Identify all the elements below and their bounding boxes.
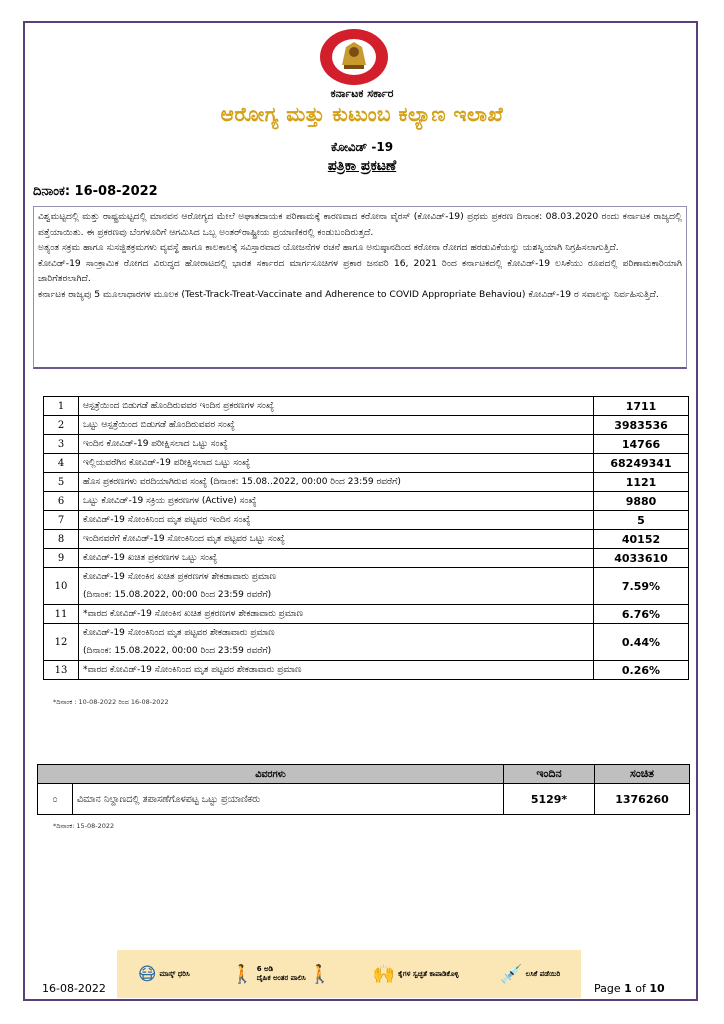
- row-number: 11: [44, 605, 79, 624]
- intro-paragraph: ಕರ್ನಾಟಕ ರಾಜ್ಯವು 5 ಮೂಲಾಧಾರಗಳ ಮೂಲಕ (Test-Track-Treat-Vaccinate and Adherence to COVID Appropriate Behaviou) ಕೋವಿಡ್-19 ರ ಸವಾಲನ್ನು ನಿರ್ವಹಿಸುತ್ತಿದೆ.: [38, 288, 659, 300]
- karnataka-emblem-icon: [318, 27, 390, 87]
- col-header-today: ಇಂದಿನ: [504, 765, 595, 784]
- intro-paragraph: ಅತ್ಯಂತ ಸಕ್ರಮ ಹಾಗೂ ಸುಸಜ್ಜಿತಕ್ರಮಗಳು ವ್ಯವಸ್ಥೆ ಹಾಗೂ ಕಾಲಕಾಲಕ್ಕೆ ಸವಿಸ್ತಾರವಾದ ಯೋಜನೆಗಳ ರಚನೆ ಹಾಗೂ ಅನುಷ್ಠಾನದಿಂದ ಕರೋನಾ ರೋಗದ ಹರಡುವಿಕೆಯನ್ನು ಯಶಸ್ವಿಯಾಗಿ ನಿಗ್ರಹಿಸಲಾಗುತ್ತಿದೆ.: [38, 242, 619, 253]
- row-label: ಕೋವಿಡ್-19 ಖಚಿತ ಪ್ರಕರಣಗಳ ಒಟ್ಟು ಸಂಖ್ಯೆ: [79, 549, 594, 568]
- row-value: 5: [594, 511, 689, 530]
- row-label: ಇಲ್ಲಿಯವರೆಗಿನ ಕೋವಿಡ್-19 ಪರೀಕ್ಷಿಸಲಾದ ಒಟ್ಟು ಸಂಖ್ಯೆ: [79, 454, 594, 473]
- row-label: ಒಟ್ಟು ಆಸ್ಪತ್ರೆಯಿಂದ ಬಿಡುಗಡೆ ಹೊಂದಿರುವವರ ಸಂಖ್ಯೆ: [79, 416, 594, 435]
- row-number: 7: [44, 511, 79, 530]
- row-value: 1121: [594, 473, 689, 492]
- table-row: [44, 454, 689, 473]
- row-value: 3983536: [594, 416, 689, 435]
- person-icon: 🚶: [308, 963, 332, 985]
- airport-screening-table: [37, 764, 690, 815]
- table-row: [44, 473, 689, 492]
- table-row: [44, 661, 689, 680]
- intro-box: [33, 206, 687, 369]
- row-value: 7.59%: [594, 568, 689, 605]
- row-number: ೦: [38, 784, 73, 815]
- row-value: 1711: [594, 397, 689, 416]
- row-number: 2: [44, 416, 79, 435]
- row-number: 9: [44, 549, 79, 568]
- table-row: [44, 605, 689, 624]
- release-date: ದಿನಾಂಕ: 16-08-2022: [33, 184, 158, 199]
- intro-paragraph: ಕೋವಿಡ್-19 ಸಾಂಕ್ರಾಮಿಕ ರೋಗದ ವಿರುದ್ಧದ ಹೋರಾಟದಲ್ಲಿ ಭಾರತ ಸರ್ಕಾರದ ಮಾರ್ಗಸೂಚಿಗಳ ಪ್ರಕಾರ ಜನವರಿ 16, 2021 ರಿಂದ ಕರ್ನಾಟಕದಲ್ಲಿ ಕೋವಿಡ್-19 ಲಸಿಕೆಯು ರೂಪದಲ್ಲಿ ಪರಿಣಾಮಕಾರಿಯಾಗಿ ಜಾರಿಗೆತರಲಾಗಿದೆ.: [38, 257, 682, 284]
- table-row: [44, 492, 689, 511]
- subject-heading: ಕೋವಿಡ್ -19: [330, 140, 394, 154]
- row-cumulative-value: 1376260: [595, 784, 690, 815]
- table-header-row: [38, 765, 690, 784]
- table-row: [44, 624, 689, 661]
- row-today-value: 5129*: [504, 784, 595, 815]
- row-number: 13: [44, 661, 79, 680]
- page-indicator: Page 1 of 10: [594, 982, 665, 995]
- row-label: *ವಾರದ ಕೋವಿಡ್-19 ಸೋಂಕಿನ ಖಚಿತ ಪ್ರಕರಣಗಳ ಶೇಕಡಾವಾರು ಪ್ರಮಾಣ: [79, 605, 594, 624]
- airport-date-note: *ದಿನಾಂಕ: 15-08-2022: [53, 822, 115, 830]
- row-label: ಕೋವಿಡ್-19 ಸೋಂಕಿನಿಂದ ಮೃತ ಪಟ್ಟವರ ಇಂದಿನ ಸಂಖ್ಯೆ: [79, 511, 594, 530]
- syringe-icon: 💉: [500, 963, 523, 985]
- table-row: [44, 511, 689, 530]
- row-label: ಒಟ್ಟು ಕೋವಿಡ್-19 ಸಕ್ರಿಯ ಪ್ರಕರಣಗಳ (Active) ಸಂಖ್ಯೆ: [79, 492, 594, 511]
- row-label: ಆಸ್ಪತ್ರೆಯಿಂದ ಬಿಡುಗಡೆ ಹೊಂದಿರುವವರ ಇಂದಿನ ಪ್ರಕರಣಗಳ ಸಂಖ್ಯೆ: [79, 397, 594, 416]
- vaccine-item: 💉 ಲಸಿಕೆ ಪಡೆಯಿರಿ: [500, 963, 561, 985]
- footer-date: 16-08-2022: [42, 982, 106, 995]
- table-row: [44, 397, 689, 416]
- handwash-item: 🙌 ಕೈಗಳ ಸ್ವಚ್ಛತೆ ಕಾಪಾಡಿಕೊಳ್ಳಿ: [372, 963, 459, 985]
- row-number: 8: [44, 530, 79, 549]
- row-value: 40152: [594, 530, 689, 549]
- row-label: ಇಂದಿನ ಕೋವಿಡ್-19 ಪರೀಕ್ಷಿಸಲಾದ ಒಟ್ಟು ಸಂಖ್ಯೆ: [79, 435, 594, 454]
- row-number: 4: [44, 454, 79, 473]
- table-row: [44, 416, 689, 435]
- row-value: 0.26%: [594, 661, 689, 680]
- col-header-details: ವಿವರಗಳು: [38, 765, 504, 784]
- table-row: [44, 435, 689, 454]
- table-row: [44, 549, 689, 568]
- row-number: 6: [44, 492, 79, 511]
- col-header-cumulative: ಸಂಚಿತ: [595, 765, 690, 784]
- row-value: 9880: [594, 492, 689, 511]
- row-label: ವಿಮಾನ ನಿಲ್ದಾಣದಲ್ಲಿ ತಪಾಸಣೆಗೊಳಪಟ್ಟ ಒಟ್ಟು ಪ್ರಯಾಣಿಕರು: [73, 784, 504, 815]
- table-row: [38, 784, 690, 815]
- row-label: ಕೋವಿಡ್-19 ಸೋಂಕಿನ ಖಚಿತ ಪ್ರಕರಣಗಳ ಶೇಕಡಾವಾರು ಪ್ರಮಾಣ (ದಿನಾಂಕ: 15.08.2022, 00:00 ರಿಂದ 23:59 ರವರೆಗೆ): [79, 568, 594, 605]
- weekly-date-note: *ದಿನಾಂಕ : 10-08-2022 ರಿಂದ 16-08-2022: [53, 698, 169, 706]
- mask-item: 😷 ಮಾಸ್ಕ್ ಧರಿಸಿ: [137, 963, 190, 985]
- row-value: 14766: [594, 435, 689, 454]
- table-row: [44, 530, 689, 549]
- row-label: *ವಾರದ ಕೋವಿಡ್-19 ಸೋಂಕಿನಿಂದ ಮೃತ ಪಟ್ಟವರ ಶೇಕಡಾವಾರು ಪ್ರಮಾಣ: [79, 661, 594, 680]
- row-label: ಕೋವಿಡ್-19 ಸೋಂಕಿನಿಂದ ಮೃತ ಪಟ್ಟವರ ಶೇಕಡಾವಾರು ಪ್ರಮಾಣ (ದಿನಾಂಕ: 15.08.2022, 00:00 ರಿಂದ 23:59 ರವರೆಗೆ): [79, 624, 594, 661]
- row-value: 0.44%: [594, 624, 689, 661]
- row-value: 6.76%: [594, 605, 689, 624]
- row-number: 12: [44, 624, 79, 661]
- mask-icon: 😷: [137, 963, 157, 985]
- row-number: 5: [44, 473, 79, 492]
- govt-name: ಕರ್ನಾಟಕ ಸರ್ಕಾರ: [330, 87, 394, 100]
- table-row: [44, 568, 689, 605]
- row-number: 3: [44, 435, 79, 454]
- person-icon: 🚶: [231, 963, 254, 985]
- row-number: 1: [44, 397, 79, 416]
- intro-paragraph: ವಿಶ್ವಮಟ್ಟದಲ್ಲಿ ಮತ್ತು ರಾಷ್ಟ್ರಮಟ್ಟದಲ್ಲಿ ಮಾನವನ ಆರೋಗ್ಯದ ಮೇಲೆ ಅಘಾತದಾಯಕ ಪರಿಣಾಮಕ್ಕೆ ಕಾರಣವಾದ ಕರೋನಾ ವೈರಸ್ (ಕೋವಿಡ್-19) ಪ್ರಥಮ ಪ್ರಕರಣ ದಿನಾಂಕ: 08.03.2020 ರಂದು ಕರ್ನಾಟಕ ರಾಜ್ಯದಲ್ಲಿ ಪತ್ತೆಯಾಯಿತು. ಈ ಪ್ರಕರಣವು ಬೆಂಗಳೂರಿಗೆ ಆಗಮಿಸಿದ ಒಬ್ಬ ಅಂತರ್‌ರಾಷ್ಟ್ರೀಯ ಪ್ರಯಾಣಿಕರಲ್ಲಿ ಕಂಡುಬಂದಿರುತ್ತದೆ.: [38, 211, 682, 238]
- hands-icon: 🙌: [372, 963, 396, 985]
- covid-stats-table: [43, 396, 689, 680]
- row-value: 4033610: [594, 549, 689, 568]
- press-release-heading: ಪತ್ರಿಕಾ ಪ್ರಕಟಣೆ: [327, 158, 397, 174]
- distance-item: 🚶 6 ಅಡಿ ದೈಹಿಕ ಅಂತರ ಪಾಲಿಸಿ 🚶: [231, 963, 332, 985]
- row-label: ಇಂದಿನವರೆಗೆ ಕೋವಿಡ್-19 ಸೋಂಕಿನಿಂದ ಮೃತ ಪಟ್ಟವರ ಒಟ್ಟು ಸಂಖ್ಯೆ: [79, 530, 594, 549]
- row-value: 68249341: [594, 454, 689, 473]
- row-label: ಹೊಸ ಪ್ರಕರಣಗಳು ವರದಿಯಾಗಿರುವ ಸಂಖ್ಯೆ (ದಿನಾಂಕ: 15.08..2022, 00:00 ರಿಂದ 23:59 ರವರೆಗೆ): [79, 473, 594, 492]
- row-number: 10: [44, 568, 79, 605]
- covid-guidelines-banner: [117, 950, 581, 998]
- department-title: ಆರೋಗ್ಯ ಮತ್ತು ಕುಟುಂಬ ಕಲ್ಯಾಣ ಇಲಾಖೆ: [220, 102, 504, 126]
